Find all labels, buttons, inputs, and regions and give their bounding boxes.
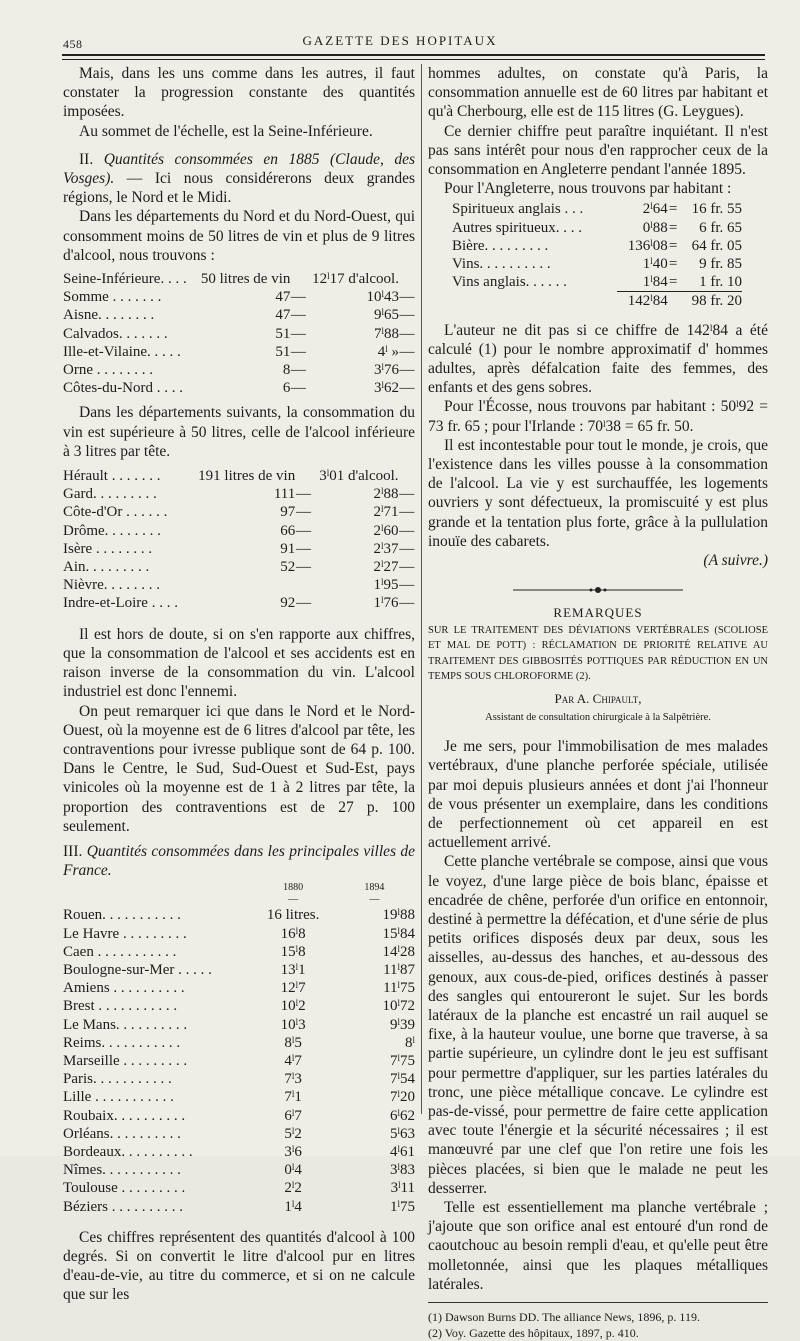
city-name: Amiens . . . . . . . . . .: [63, 980, 185, 997]
value-1894: 9ˡ39: [390, 1016, 415, 1033]
table-row: [63, 325, 415, 343]
city-name: Marseille . . . . . . . . .: [63, 1052, 188, 1069]
section-2-title: Quantités consommées en 1885 (Claude, des Vosges).: [63, 150, 416, 188]
value-1880: 4ˡ7: [284, 1052, 302, 1069]
city-name: Caen . . . . . . . . . . .: [63, 943, 177, 960]
value-1894: 14ˡ28: [382, 943, 415, 960]
wine-litres: 92: [280, 595, 296, 612]
table-row: [63, 1143, 415, 1161]
remark-paragraph: On peut remarquer ici que dans le Nord et le Nord-Ouest, où la moyenne est de 6 litres d'alcool par tête, les contraventions pour ivresse publique sont de 64 p. 100. Dans le Centre, le Sud, Sud-Ouest et Sud-Est, pays vinicoles où la moyenne est de 1 à 2 litres par tête, la proportion des contraventions est de 27 p. 100 seulement.: [63, 702, 415, 835]
table-row: [452, 200, 742, 218]
city-name: Roubaix. . . . . . . . . .: [63, 1107, 186, 1124]
ditto-mark: —: [290, 307, 306, 324]
value-1880: 10ˡ3: [280, 1016, 306, 1033]
wine-litres: 191 litres de vin: [198, 468, 296, 485]
alcohol-litres: 2ˡ88: [373, 486, 399, 503]
year-1880-label: 1880: [283, 882, 304, 894]
value-1880: 7ˡ3: [284, 1071, 302, 1088]
page-number: 458: [63, 37, 83, 51]
table-row: [63, 925, 415, 943]
ditto-mark: —: [295, 559, 311, 576]
value-1894: 4ˡ61: [390, 1143, 415, 1160]
beverage-name: Vins. . . . . . . . . .: [452, 256, 551, 273]
ditto-mark: —: [290, 325, 306, 342]
alcohol-litres: 2ˡ37: [373, 540, 399, 557]
department-name: Aisne. . . . . . . .: [63, 307, 155, 324]
wine-litres: 111: [273, 486, 296, 503]
alcohol-litres: 2ˡ71: [373, 504, 399, 521]
footnote-1: (1) Dawson Burns DD. The alliance News, 1896, p. 119.: [428, 1309, 700, 1324]
table-row: [63, 1107, 415, 1125]
alcohol-litres: 7ˡ88: [373, 325, 399, 342]
table-row: [63, 576, 415, 594]
value-1880: 1ˡ4: [284, 1198, 302, 1215]
wine-litres: 50 litres de vin: [200, 271, 291, 288]
cities-table: 1880 1894 — — Rouen. . . . . . . . . . . 16 litres. 19ˡ88 Le Havre . . . . . . . . . 16ˡ8 15ˡ84 Caen . . . . . . . . . . . 15ˡ8 14ˡ28 Boulogne-sur-Mer . . . . . 13ˡ1 11ˡ87 Amiens . . . . . . . . . . 12ˡ7 11ˡ75 Brest . . . . . . . . . . . 10ˡ2 10ˡ72 Le Mans. . . . . . . . . . 10ˡ3 9ˡ39 Reims. . . . . . . . . . . 8ˡ5 8ˡ Marseille . . . . . . . . . 4ˡ7 7ˡ75 Paris. . . . . . . . . . . 7ˡ3 7ˡ54 Lille . . . . . . . . . . . 7ˡ1 7ˡ20 Roubaix. . . . . . . . . . 6ˡ7 6ˡ62 Orléans. . . . . . . . . . 5ˡ2 5ˡ63 Bordeaux. . . . . . . . . . 3ˡ6 4ˡ61 Nîmes. . . . . . . . . . . 0ˡ4 3ˡ83 Toulouse . . . . . . . . . 2ˡ2 3ˡ11 Béziers . . . . . . . . . . 1ˡ4 1ˡ75: [63, 882, 415, 1215]
beverage-name: Spiritueux anglais . . .: [452, 201, 584, 218]
wine-litres: 47: [275, 307, 291, 324]
value-1894: 3ˡ83: [390, 1162, 415, 1179]
value-1894: 19ˡ88: [382, 907, 415, 924]
table-row: [63, 288, 415, 306]
header-rule-thin: [62, 59, 765, 60]
cities-year-header: [63, 882, 415, 894]
table-row: [63, 343, 415, 361]
section-3-title: Quantités consommées dans les principales villes de France.: [63, 842, 416, 880]
table-row: [63, 594, 415, 612]
article-title: REMARQUES: [553, 605, 643, 621]
value-1880: 0ˡ4: [284, 1162, 302, 1179]
section-2-heading: [63, 150, 415, 208]
city-name: Boulogne-sur-Mer . . . . .: [63, 961, 212, 978]
author-affiliation: Assistant de consultation chirurgicale à la Salpêtrière.: [485, 711, 711, 723]
table-row: [63, 1052, 415, 1070]
city-name: Paris. . . . . . . . . . .: [63, 1071, 172, 1088]
table-row: [63, 306, 415, 324]
litres-per-head: 136ˡ08: [627, 237, 668, 254]
table-row: [63, 1179, 415, 1197]
value-1880: 3ˡ6: [284, 1143, 302, 1160]
conclusion-paragraph: Il est hors de doute, si on s'en rapporte aux chiffres, que la consommation de l'alcool et ses accidents est en raison inverse de la consommation du vin. L'alcool industriel est donc l'ennemi.: [63, 625, 415, 701]
department-name: Isère . . . . . . . .: [63, 540, 153, 557]
ditto-mark: —: [295, 522, 311, 539]
right-column: [428, 64, 768, 1341]
england-table: [452, 200, 742, 310]
cost-per-head: 6 fr. 65: [699, 219, 742, 236]
wine-litres: 51: [275, 325, 291, 342]
right-paragraph-8: Cette planche vertébrale se compose, ainsi que vous le voyez, d'une large pièce de bois blanc, épaisse et encadrée de chêne, perforée d'un orifice en entonnoir, destiné à permettre la défécation, et d'une série de plus petits orifices disposés deux par deux, sous les aisselles, au-dessus des hanches, et au-dessous des genoux, aux cous-de-pied, orifices destinés à passer des sangles qui entoureront le sujet. Sur les bords latéraux de la planche est encastré un rail auquel se fixe, à la hauteur voulue, une borne que traverse, à sa partie supérieure, un cylindre dont le jeu est suffisant pour permettre d'appliquer, sur les parties latérales du tronc, une pièce métallique concave. Le cylindre est pas-de-vissé, pour permettre de faire cette application avec toute l'énergie et la sécurité nécessaires ; il est manœuvré par une clef que l'on retire une fois les pièces placées, si bien que le malade ne peut les desserrer.: [428, 853, 768, 1197]
right-paragraph-1: hommes adultes, on constate qu'à Paris, la consommation annuelle est de 60 litres par habitant et qu'à Cherbourg, elle est de 115 litres (G. Leygues).: [428, 65, 768, 121]
equals-sign: =: [668, 219, 678, 236]
value-1880: 10ˡ2: [280, 998, 306, 1015]
england-total-row: [452, 292, 742, 311]
value-1894: 10ˡ72: [382, 998, 415, 1015]
value-1894: 3ˡ11: [390, 1180, 415, 1197]
city-name: Lille . . . . . . . . . . .: [63, 1089, 174, 1106]
section-3-heading: [63, 842, 415, 880]
section-2-text: — Ici nous considérerons deux grandes régions, le Nord et le Midi.: [63, 170, 416, 207]
table-row: [63, 1198, 415, 1216]
table-row: [63, 540, 415, 558]
department-name: Hérault . . . . . . .: [63, 468, 161, 485]
ornament-divider: [428, 580, 768, 599]
alcohol-litres: 3ˡ01 d'alcool.: [319, 468, 399, 485]
ditto-mark: —: [295, 595, 311, 612]
equals-sign: =: [668, 274, 678, 291]
value-1880: 5ˡ2: [284, 1125, 302, 1142]
equals-sign: =: [668, 256, 678, 273]
ditto-mark: —: [399, 380, 415, 397]
england-total-qty: 142ˡ84: [617, 292, 667, 311]
alcohol-litres: 3ˡ62: [373, 380, 399, 397]
footnote-2: (2) Voy. Gazette des hôpitaux, 1897, p. 410.: [428, 1325, 639, 1340]
value-1894: 7ˡ75: [390, 1052, 415, 1069]
department-name: Somme . . . . . . .: [63, 289, 162, 306]
ditto-mark: [295, 467, 311, 485]
table-row: [452, 237, 742, 255]
department-name: Côtes-du-Nord . . . .: [63, 380, 183, 397]
right-paragraph-2: Ce dernier chiffre peut paraître inquiétant. Il n'est pas sans intérêt pour nous d'en rapprocher ceux de la consommation en Angleterre pendant l'année 1895.: [428, 122, 768, 179]
ditto-mark: [290, 270, 306, 288]
department-name: Côte-d'Or . . . . . .: [63, 504, 168, 521]
city-name: Rouen. . . . . . . . . . .: [63, 907, 181, 924]
right-paragraph-6: Il est incontestable pour tout le monde, je crois, que l'existence dans les villes pousse à la consommation de l'alcool. La vie y est surchauffée, les logements ouvriers y sont défectueux, la promiscuité y est plus grande et la tentation plus forte, grâce à la pullulation inouïe des cabarets.: [428, 436, 768, 550]
intro-paragraph-2: Au sommet de l'échelle, est la Seine-Inférieure.: [79, 122, 373, 140]
alcohol-litres: 2ˡ60: [373, 522, 399, 539]
value-1880: 16 litres.: [266, 907, 320, 924]
alcohol-litres: 1ˡ95: [373, 577, 399, 594]
ditto-mark: —: [295, 540, 311, 557]
value-1894: 15ˡ84: [382, 925, 415, 942]
table-row: [63, 522, 415, 540]
table-row: [63, 1125, 415, 1143]
value-1880: 6ˡ7: [284, 1107, 302, 1124]
south-intro-paragraph: Dans les départements suivants, la consommation du vin est supérieure à 50 litres, celle de l'alcool inférieure à 3 litres par tête.: [63, 404, 415, 460]
value-1894: 6ˡ62: [390, 1107, 415, 1124]
city-name: Béziers . . . . . . . . . .: [63, 1198, 183, 1215]
table-row: [63, 558, 415, 576]
ditto-mark: —: [399, 325, 415, 342]
city-name: Orléans. . . . . . . . . .: [63, 1125, 181, 1142]
beverage-name: Bière. . . . . . . . .: [452, 237, 549, 254]
intro-paragraph: Mais, dans les uns comme dans les autres, il faut constater la progression constante des quantités imposées.: [63, 65, 415, 121]
ditto-mark: [399, 270, 415, 288]
alcohol-litres: 10ˡ43: [366, 289, 399, 306]
section-2-paragraph: Dans les départements du Nord et du Nord-Ouest, qui consomment moins de 50 litres de vin et plus de 9 litres d'alcool, nous trouvons :: [63, 208, 415, 264]
value-1880: 13ˡ1: [280, 961, 306, 978]
column-divider: [421, 64, 422, 1114]
department-name: Gard. . . . . . . . .: [63, 486, 157, 503]
ditto-mark: —: [399, 307, 415, 324]
value-1880: 12ˡ7: [280, 980, 306, 997]
table-row: [63, 979, 415, 997]
ditto-mark: —: [399, 540, 415, 557]
value-1894: 8ˡ: [405, 1034, 415, 1051]
litres-per-head: 1ˡ84: [642, 274, 668, 291]
right-paragraph-3: Pour l'Angleterre, nous trouvons par habitant :: [444, 180, 732, 198]
table-row: [63, 1016, 415, 1034]
year-1894-label: 1894: [364, 882, 385, 894]
value-1894: 7ˡ54: [390, 1071, 415, 1088]
litres-per-head: 1ˡ40: [642, 256, 668, 273]
value-1894: 7ˡ20: [390, 1089, 415, 1106]
equals-sign: =: [668, 201, 678, 218]
department-name: Ille-et-Vilaine. . . . .: [63, 343, 181, 360]
table-row: [63, 1034, 415, 1052]
table-row: [63, 467, 415, 485]
wine-litres: [189, 576, 295, 594]
table-row: [63, 1088, 415, 1106]
alcohol-litres: 9ˡ65: [373, 307, 399, 324]
ditto-mark: [399, 467, 415, 485]
right-paragraph-9: Telle est essentiellement ma planche vertébrale ; j'ajoute que son orifice anal est entouré d'un rond de caoutchouc au besoin rempli d'eau, et qu'elle peut être molletonnée, ainsi que les plaques métalliques latérales.: [428, 1198, 768, 1293]
table-row: [63, 1070, 415, 1088]
south-departments-table: [63, 467, 415, 613]
wine-litres: 8: [282, 362, 291, 379]
value-1880: 2ˡ2: [284, 1180, 302, 1197]
ditto-mark: —: [399, 522, 415, 539]
city-name: Le Havre . . . . . . . . .: [63, 925, 187, 942]
table-row: [63, 943, 415, 961]
city-name: Brest . . . . . . . . . . .: [63, 998, 178, 1015]
table-row: [452, 273, 742, 292]
city-name: Bordeaux. . . . . . . . . .: [63, 1143, 193, 1160]
table-row: [63, 361, 415, 379]
ditto-mark: —: [399, 577, 415, 594]
section-2-number: II.: [79, 150, 94, 168]
wine-litres: 97: [280, 504, 296, 521]
ditto-mark: —: [290, 343, 306, 360]
table-row: [63, 485, 415, 503]
table-row: [452, 219, 742, 237]
table-row: [63, 961, 415, 979]
closing-paragraph: Ces chiffres représentent des quantités d'alcool à 100 degrés. Si on convertit le litre d'alcool pur en litres d'eau-de-vie, au titre du commerce, et si on ne calcule que sur les: [63, 1228, 415, 1304]
right-paragraph-5: Pour l'Écosse, nous trouvons par habitant : 50ˡ92 = 73 fr. 65 ; pour l'Irlande : 70ˡ38 = 65 fr. 50.: [428, 398, 768, 435]
department-name: Nièvre. . . . . . . .: [63, 577, 161, 594]
beverage-name: Autres spiritueux. . . .: [452, 219, 582, 236]
running-title: GAZETTE DES HOPITAUX: [302, 33, 498, 48]
wine-litres: 51: [275, 343, 291, 360]
wine-litres: 91: [280, 540, 296, 557]
table-row: [63, 379, 415, 397]
north-departments-table: [63, 270, 415, 397]
table-row: [63, 997, 415, 1015]
ditto-mark: —: [290, 289, 306, 306]
department-name: Indre-et-Loire . . . .: [63, 595, 178, 612]
table-row: [63, 906, 415, 924]
wine-litres: 47: [275, 289, 291, 306]
alcohol-litres: 4ˡ »: [377, 343, 399, 360]
ditto-mark: —: [399, 595, 415, 612]
wine-litres: 66: [280, 522, 296, 539]
table-row: [452, 255, 742, 273]
value-1894: 1ˡ75: [390, 1198, 415, 1215]
value-1880: 8ˡ5: [284, 1034, 302, 1051]
header-rule: [62, 54, 765, 56]
ornament-icon: [513, 586, 683, 594]
department-name: Orne . . . . . . . .: [63, 362, 153, 379]
value-1880: 15ˡ8: [280, 943, 306, 960]
value-1880: 16ˡ8: [280, 925, 306, 942]
value-1894: 5ˡ63: [390, 1125, 415, 1142]
city-name: Le Mans. . . . . . . . . .: [63, 1016, 188, 1033]
left-column: [63, 64, 415, 1305]
value-1880: 7ˡ1: [284, 1089, 302, 1106]
ditto-mark: [295, 576, 311, 594]
ditto-mark: —: [399, 559, 415, 576]
footnote-rule: [428, 1302, 768, 1303]
city-name: Nîmes. . . . . . . . . . .: [63, 1162, 181, 1179]
cost-per-head: 64 fr. 05: [691, 237, 742, 254]
table-row: [63, 1161, 415, 1179]
beverage-name: Vins anglais. . . . . .: [452, 274, 567, 291]
right-paragraph-7: Je me sers, pour l'immobilisation de mes malades vertébraux, d'une planche perforée spéciale, utilisée par moi depuis plusieurs années et dont j'ai l'honneur de vous présenter un exemplaire, dans les conditions de perfectionnement où cet appareil en est actuellement arrivé.: [428, 738, 768, 852]
alcohol-litres: 1ˡ76: [373, 595, 399, 612]
alcohol-litres: 3ˡ76: [373, 362, 399, 379]
wine-litres: 6: [282, 380, 291, 397]
ditto-mark: —: [399, 362, 415, 379]
article-author: Par A. Chipault,: [554, 690, 642, 706]
ditto-mark: —: [399, 343, 415, 360]
value-1894: 11ˡ75: [383, 980, 415, 997]
cost-per-head: 16 fr. 55: [691, 201, 742, 218]
department-name: Ain. . . . . . . . .: [63, 559, 150, 576]
england-total-price: 98 fr. 20: [678, 292, 742, 311]
department-name: Calvados. . . . . . .: [63, 325, 168, 342]
cost-per-head: 1 fr. 10: [699, 274, 742, 291]
litres-per-head: 0ˡ88: [642, 219, 668, 236]
department-name: Seine-Inférieure. . . .: [63, 271, 187, 288]
article-subtitle: SUR LE TRAITEMENT DES DÉVIATIONS VERTÉBRALES (SCOLIOSE ET MAL DE POTT) : RÉCLAMATION DE PRIORITÉ RELATIVE AU TRAITEMENT DES GIBBOSITÉS POTTIQUES PAR RÉDUCTION EN UN TEMPS SOUS CHLOROFORME (2).: [428, 624, 768, 683]
ditto-mark: —: [399, 289, 415, 306]
table-row: [63, 503, 415, 521]
ditto-mark: —: [290, 362, 306, 379]
litres-per-head: 2ˡ64: [642, 201, 668, 218]
alcohol-litres: 2ˡ27: [373, 559, 399, 576]
cost-per-head: 9 fr. 85: [699, 256, 742, 273]
ditto-mark: —: [295, 486, 311, 503]
city-name: Toulouse . . . . . . . . .: [63, 1180, 186, 1197]
city-name: Reims. . . . . . . . . . .: [63, 1034, 181, 1051]
section-3-number: III.: [63, 842, 83, 860]
wine-litres: 52: [280, 559, 296, 576]
ditto-mark: —: [290, 380, 306, 397]
to-be-continued: (A suivre.): [703, 552, 768, 570]
right-paragraph-4: L'auteur ne dit pas si ce chiffre de 142ˡ84 a été calculé (1) pour le nombre approximatif d' hommes adultes, après défalcation faite des femmes, des enfants et des gens sobres.: [428, 321, 768, 397]
department-name: Drôme. . . . . . . .: [63, 522, 161, 539]
value-1894: 11ˡ87: [383, 961, 415, 978]
table-row: [63, 270, 415, 288]
alcohol-litres: 12ˡ17 d'alcool.: [312, 271, 399, 288]
ditto-mark: —: [295, 504, 311, 521]
ditto-mark: —: [399, 504, 415, 521]
ditto-mark: —: [399, 486, 415, 503]
equals-sign: =: [668, 237, 678, 254]
